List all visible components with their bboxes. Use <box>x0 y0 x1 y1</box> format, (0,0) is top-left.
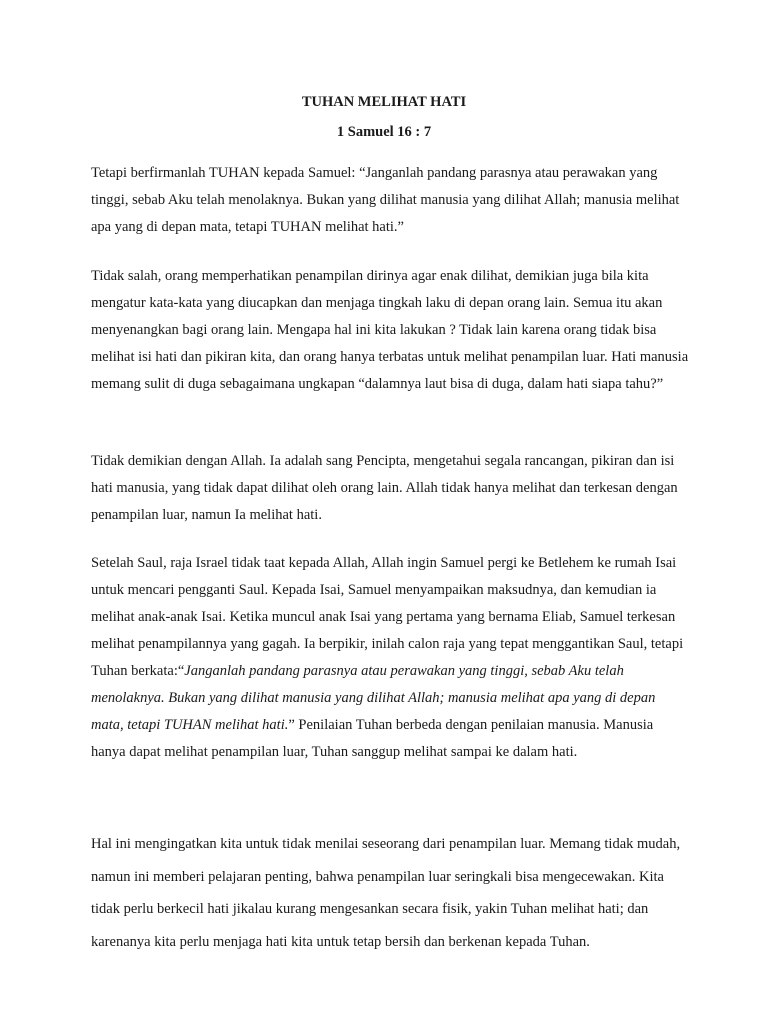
paragraph-2: Tidak salah, orang memperhatikan penampilan dirinya agar enak dilihat, demikian juga bila kita mengatur kata-kata yang diucapkan dan menjaga tingkah laku di depan orang lain. Semua itu akan menyenangkan bagi orang lain. Mengapa hal ini kita lakukan ? Tidak lain karena orang tidak bisa melihat isi hati dan pikiran kita, dan orang hanya terbatas untuk melihat penampilan luar. Hati manusia memang sulit di duga sebagaimana ungkapan “dalamnya laut bisa di duga, dalam hati siapa tahu?” <box>91 268 689 392</box>
document-title: TUHAN MELIHAT HATI <box>301 94 467 110</box>
paragraph-4-quote: Janganlah pandang parasnya atau perawakan yang tinggi, sebab Aku telah menolaknya. Bukan yang dilihat manusia yang dilihat Allah; manusia melihat apa yang di depan mata, tetapi TUHAN melihat hati. <box>91 663 656 733</box>
paragraph-1: Tetapi berfirmanlah TUHAN kepada Samuel: “Janganlah pandang parasnya atau perawakan yang tinggi, sebab Aku telah menolaknya. Bukan yang dilihat manusia yang dilihat Allah; manusia melihat apa yang di depan mata, tetapi TUHAN melihat hati.” <box>91 165 680 235</box>
paragraph-4 <box>91 550 691 766</box>
paragraph-4-outro: ” Penilaian Tuhan berbeda dengan penilaian manusia. Manusia hanya dapat melihat penampilan luar, Tuhan sanggup melihat sampai ke dalam hati. <box>91 717 654 760</box>
paragraph-3: Tidak demikian dengan Allah. Ia adalah sang Pencipta, mengetahui segala rancangan, pikiran dan isi hati manusia, yang tidak dapat dilihat oleh orang lain. Allah tidak hanya melihat dan terkesan dengan penampilan luar, namun Ia melihat hati. <box>91 453 678 523</box>
paragraph-4-intro: Setelah Saul, raja Israel tidak taat kepada Allah, Allah ingin Samuel pergi ke Betlehem ke rumah Isai untuk mencari pengganti Saul. Kepada Isai, Samuel menyampaikan maksudnya, dan kemudian ia melihat anak-anak Isai. Ketika muncul anak Isai yang pertama yang bernama Eliab, Samuel terkesan melihat penampilannya yang gagah. Ia berpikir, inilah calon raja yang tepat menggantikan Saul, tetapi Tuhan berkata:“ <box>91 555 684 679</box>
paragraph-5: Hal ini mengingatkan kita untuk tidak menilai seseorang dari penampilan luar. Memang tidak mudah, namun ini memberi pelajaran penting, bahwa penampilan luar seringkali bisa mengecewakan. Kita tidak perlu berkecil hati jikalau kurang mengesankan secara fisik, yakin Tuhan melihat hati; dan karenanya kita perlu menjaga hati kita untuk tetap bersih dan berkenan kepada Tuhan. <box>91 836 681 950</box>
scripture-reference: 1 Samuel 16 : 7 <box>336 124 432 140</box>
